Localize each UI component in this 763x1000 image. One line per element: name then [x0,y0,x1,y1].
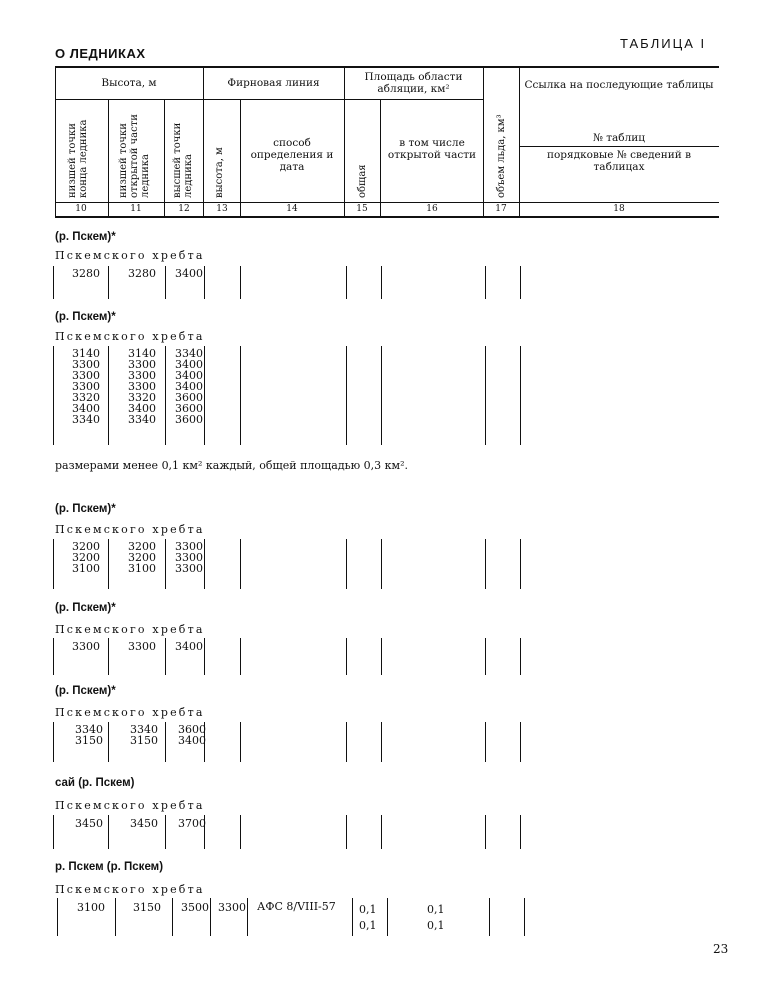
section-title: (р. Пскем)* [55,311,116,323]
row-rule [57,898,58,936]
group-firn-label: Фирновая линия [227,77,320,89]
row-rule [165,266,166,299]
column-number: 18 [613,204,625,214]
cell-col11: 3200 3200 3100 [128,540,156,575]
row-rule [485,815,486,849]
group-height-label: Высота, м [101,77,157,89]
column-number: 16 [426,204,438,214]
cell-col16: 0,1 0,1 [427,903,445,932]
row-rule [172,898,173,936]
row-rule [520,539,521,589]
col11-header: низшей точки открытой части ледника [118,114,151,198]
section-title: (р. Пскем)* [55,503,116,515]
row-rule [381,722,382,762]
column-number: 14 [286,204,298,214]
area-group-rule [344,99,483,100]
row-rule [387,898,388,936]
row-rule [346,815,347,849]
row-rule [165,638,166,675]
cell-col11: 3140 3300 3300 3300 3320 3400 3340 [128,347,156,426]
cell-col12: 3300 3300 3300 [175,540,203,575]
column-number: 13 [216,204,228,214]
section-subtitle: Пскемского хребта [55,706,205,719]
cell-col15: 0,1 0,1 [359,903,377,932]
row-rule [210,898,211,936]
column-number: 10 [75,204,87,214]
row-rule [108,539,109,589]
column-number: 12 [178,204,190,214]
row-rule [346,722,347,762]
cell-col11: 3340 3150 [130,723,158,747]
col12-header: высшей точки ледника [172,122,194,198]
section-subtitle: Пскемского хребта [55,330,205,343]
row-rule [520,346,521,445]
row-rule [240,266,241,299]
col10-header: низшей точки конца ледника [67,119,89,198]
section-subtitle: Пскемского хребта [55,883,205,896]
cell-col12: 3500 [181,901,209,914]
header-mid-rule [55,202,719,203]
col14-header: способ определения и дата [250,137,334,173]
row-rule [108,638,109,675]
row-rule [346,539,347,589]
row-rule [240,346,241,445]
col-divider [240,99,241,216]
row-rule [352,898,353,936]
row-rule [204,638,205,675]
row-rule [346,638,347,675]
cell-col12: 3400 [175,267,203,280]
row-rule [247,898,248,936]
row-rule [485,266,486,299]
row-rule [165,539,166,589]
col-divider [164,99,165,216]
col16-header: в том числе открытой части [387,137,477,161]
cell-col10: 3300 [72,640,100,653]
header-top-rule [55,66,719,68]
height-group-rule [55,99,203,100]
row-rule [108,722,109,762]
row-rule [381,346,382,445]
cell-col10: 3100 [77,901,105,914]
col15-header: общая [357,164,368,198]
page-title: О ЛЕДНИКАХ [55,46,146,61]
section-title: сай (р. Пскем) [55,777,135,789]
row-rule [165,346,166,445]
cell-col11: 3450 [130,817,158,830]
column-number: 11 [130,204,142,214]
row-rule [520,722,521,762]
cell-col10: 3340 3150 [75,723,103,747]
section-title: (р. Пскем)* [55,602,116,614]
cell-col13: 3300 [218,901,246,914]
section-subtitle: Пскемского хребта [55,523,205,536]
section-title: (р. Пскем)* [55,231,116,243]
cell-col10: 3140 3300 3300 3300 3320 3400 3340 [72,347,100,426]
row-rule [108,346,109,445]
row-rule [165,815,166,849]
row-rule [240,815,241,849]
cell-col12: 3600 3400 [178,723,206,747]
row-rule [53,266,54,299]
row-rule [204,539,205,589]
col18-header-top: № таблиц [592,132,646,144]
header-bottom-rule [55,216,719,218]
section-title: (р. Пскем)* [55,685,116,697]
cell-col11: 3280 [128,267,156,280]
row-rule [204,346,205,445]
row-rule [381,638,382,675]
row-rule [489,898,490,936]
firn-group-rule [203,99,344,100]
row-rule [381,815,382,849]
row-rule [204,266,205,299]
col18-header-bottom: порядковые № сведений в таблицах [546,149,692,173]
row-rule [381,539,382,589]
cell-col11: 3150 [133,901,161,914]
col-divider [108,99,109,216]
group-area-label: Площадь области абляции, км² [364,71,463,95]
row-rule [346,346,347,445]
row-rule [53,346,54,445]
page-number: 23 [713,942,729,956]
row-rule [485,346,486,445]
cell-col14: АФС 8/VIII-57 [257,900,336,913]
col-divider [344,66,345,216]
row-rule [485,539,486,589]
row-rule [524,898,525,936]
row-rule [53,722,54,762]
row-rule [108,815,109,849]
row-rule [53,539,54,589]
section-subtitle: Пскемского хребта [55,623,205,636]
row-rule [53,815,54,849]
cell-col10: 3200 3200 3100 [72,540,100,575]
row-rule [108,266,109,299]
row-rule [485,638,486,675]
col17-header: объем льда, км³ [496,114,507,198]
col-divider [483,66,484,216]
row-rule [485,722,486,762]
col-divider [380,99,381,216]
column-number: 17 [495,204,507,214]
column-number: 15 [356,204,368,214]
cell-col12: 3340 3400 3400 3400 3600 3600 3600 [175,347,203,426]
table-label: ТАБЛИЦА I [620,36,707,51]
section-title: р. Пскем (р. Пскем) [55,861,164,873]
cell-col10: 3280 [72,267,100,280]
cell-col11: 3300 [128,640,156,653]
col-divider [519,66,520,216]
section-subtitle: Пскемского хребта [55,249,205,262]
section-subtitle: Пскемского хребта [55,799,205,812]
row-rule [240,722,241,762]
row-rule [381,266,382,299]
cell-col10: 3450 [75,817,103,830]
cell-col12: 3400 [175,640,203,653]
row-rule [346,266,347,299]
group-refs-label: Ссылка на последующие таблицы [524,79,714,91]
row-rule [240,539,241,589]
row-rule [520,815,521,849]
row-rule [53,638,54,675]
cell-col12: 3700 [178,817,206,830]
row-rule [240,638,241,675]
refs-inner-rule [519,146,719,147]
row-rule [165,722,166,762]
footnote: размерами менее 0,1 км² каждый, общей площадью 0,3 км². [55,459,408,472]
row-rule [520,266,521,299]
col13-header: высота, м [214,147,225,198]
row-rule [520,638,521,675]
row-rule [115,898,116,936]
